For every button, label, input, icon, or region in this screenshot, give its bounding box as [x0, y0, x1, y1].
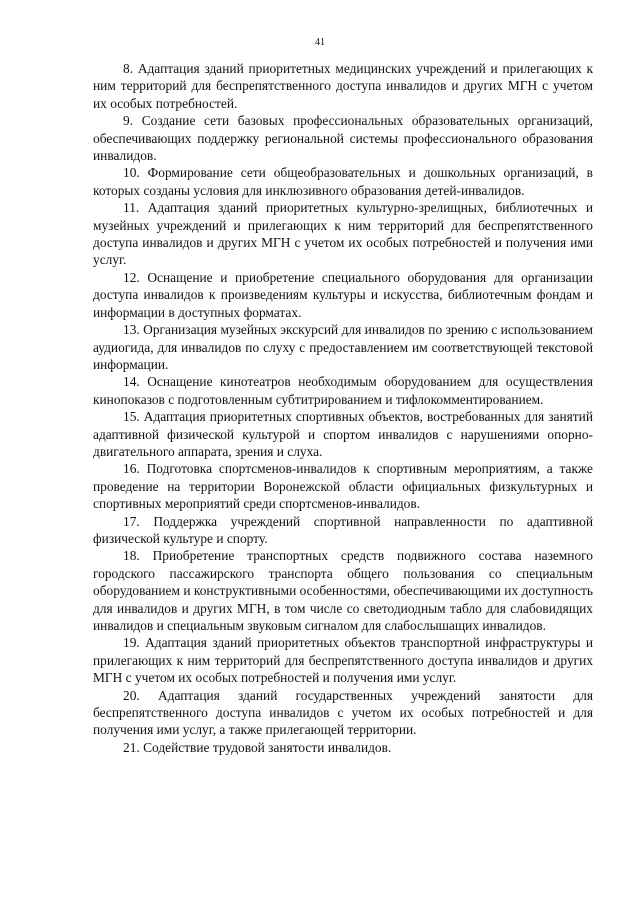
page-number: 41	[315, 37, 325, 48]
list-item: 13. Организация музейных экскурсий для инвалидов по зрению с использованием аудиогида, для инвалидов по слуху с предоставлением им соответствующей текстовой информации.	[93, 322, 593, 372]
list-item: 18. Приобретение транспортных средств подвижного состава наземного городского пассажирского транспорта общего пользования со специальным оборудованием и конструктивными особенностями, обеспечивающими их доступность для инвалидов и других МГН, в том числе со светодиодным табло для слабовидящих инвалидов и специальным звуковым сигналом для слабослышащих инвалидов.	[93, 548, 593, 633]
list-item: 12. Оснащение и приобретение специального оборудования для организации доступа инвалидов к произведениям культуры и искусства, библиотечным фондам и информации в доступных форматах.	[93, 269, 593, 320]
list-item: 20. Адаптация зданий государственных учреждений занятости для беспрепятственного доступа инвалидов с учетом их особых потребностей и для получения ими услуг, а также прилегающей территории.	[93, 687, 593, 738]
list-item: 9. Создание сети базовых профессиональных образовательных организаций, обеспечивающих поддержку региональной системы профессионального образования инвалидов.	[93, 113, 593, 164]
list-item: 17. Поддержка учреждений спортивной направленности по адаптивной физической культуре и спорту.	[93, 513, 593, 546]
list-item: 10. Формирование сети общеобразовательных и дошкольных организаций, в которых созданы условия для инклюзивного образования детей-инвалидов.	[93, 165, 593, 198]
list-item: 21. Содействие трудовой занятости инвалидов.	[123, 739, 392, 755]
list-item: 15. Адаптация приоритетных спортивных объектов, востребованных для занятий адаптивной физической культурой и спортом инвалидов с нарушениями опорно-двигательного аппарата, зрения и слуха.	[93, 409, 593, 459]
list-item: 16. Подготовка спортсменов-инвалидов к спортивным мероприятиям, а также проведение на территории Воронежской области официальных физкультурных и спортивных мероприятий среди спортсменов-инвалидов.	[93, 461, 593, 512]
page-body	[93, 60, 593, 756]
list-item: 14. Оснащение кинотеатров необходимым оборудованием для осуществления кинопоказов с подготовленным субтитрированием и тифлокомментированием.	[93, 374, 593, 407]
list-item: 8. Адаптация зданий приоритетных медицинских учреждений и прилегающих к ним территорий для беспрепятственного доступа инвалидов и других МГН с учетом их особых потребностей.	[93, 61, 593, 111]
list-item: 11. Адаптация зданий приоритетных культурно-зрелищных, библиотечных и музейных учреждений и прилегающих к ним территорий для беспрепятственного доступа инвалидов и других МГН с учетом их особых потребностей и получения ими услуг.	[93, 200, 593, 268]
list-item: 19. Адаптация зданий приоритетных объектов транспортной инфраструктуры и прилегающих к ним территорий для беспрепятственного доступа инвалидов и других МГН с учетом их особых потребностей и получения ими услуг.	[93, 635, 593, 686]
